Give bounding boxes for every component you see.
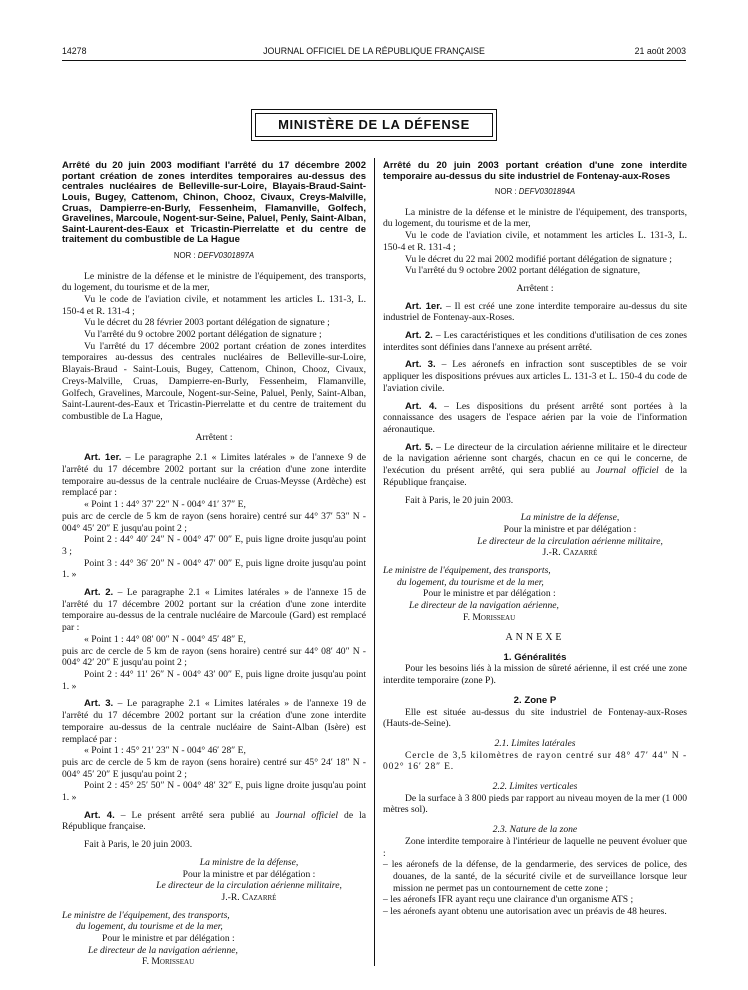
page-number: 14278 xyxy=(62,46,87,56)
left-art3-pt1: « Point 1 : 45° 21′ 23″ N - 004° 46′ 28″ E, xyxy=(84,745,246,757)
ministry-title: MINISTÈRE DE LA DÉFENSE xyxy=(278,117,470,133)
right-signatures: La ministre de la défense, Pour la ministre et par délégation : Le directeur de la circulation aérienne militaire, J.-R. Cazarré Le ministre de l'équipement, des transports, du logement, du tourisme et de la mer, Pour le ministre et par délégation : Le directeur de la navigation aérienne, F. Morisseau xyxy=(383,512,663,623)
right-p3: Vu le décret du 22 mai 2002 modifié portant délégation de signature ; xyxy=(405,253,672,265)
section-2-2-text: De la surface à 3 800 pieds par rapport au niveau moyen de la mer (1 000 mètres sol). xyxy=(383,792,687,816)
section-2-2-title: 2.2. Limites verticales xyxy=(492,781,578,793)
left-fait: Fait à Paris, le 20 juin 2003. xyxy=(84,839,193,851)
right-art1: Art. 1er. – Il est créé une zone interdite temporaire au-dessus du site industriel de Fontenay-aux-Roses. xyxy=(383,300,687,324)
column-separator xyxy=(374,158,375,966)
left-signatures: La ministre de la défense, Pour la ministre et par délégation : Le directeur de la circulation aérienne militaire, J.-R. Cazarré Le ministre de l'équipement, des transports, du logement, du tourisme et de la mer, Pour le ministre et par délégation : Le directeur de la navigation aérienne, F. Morisseau xyxy=(62,856,342,968)
right-p1: La ministre de la défense et le ministre de l'équipement, des transports, du logement, du tourisme et de la mer, xyxy=(383,206,687,230)
right-fait: Fait à Paris, le 20 juin 2003. xyxy=(405,494,514,506)
section-1-text: Pour les besoins liés à la mission de sûreté aérienne, il est créé une zone interdite temporaire (zone P). xyxy=(383,663,687,687)
left-art3-pt2: Point 2 : 45° 25′ 50″ N - 004° 48′ 32″ E, puis ligne droite jusqu'au point 1. » xyxy=(62,780,366,804)
right-column xyxy=(383,161,687,918)
left-p4: Vu l'arrêté du 9 octobre 2002 portant délégation de signature ; xyxy=(84,329,322,341)
left-nor: NOR : DEFV0301897A xyxy=(173,251,255,260)
section-2-text: Elle est située au-dessus du site industriel de Fontenay-aux-Roses (Hauts-de-Seine). xyxy=(383,706,687,730)
section-2-3-title: 2.3. Nature de la zone xyxy=(492,824,578,836)
running-header xyxy=(62,46,686,58)
left-p2: Vu le code de l'aviation civile, et notamment les articles L. 131-3, L. 150-4 et R. 131-4 ; xyxy=(62,293,366,317)
section-2-3-text: Zone interdite temporaire à l'intérieur de laquelle ne peuvent évoluer que : xyxy=(383,835,687,859)
left-art2: Art. 2. – Le paragraphe 2.1 « Limites latérales » de l'annexe 15 de l'arrêté du 17 décembre 2002 portant sur la création d'une zone interdite temporaire au-dessus de la centrale nucléaire de Marcoule (Gard) est remplacé par : xyxy=(62,587,366,634)
list-item: – les aéronefs de la défense, de la gendarmerie, des services de police, des douanes, de la santé, de la sécurité civile et de surveillance lorsque leur mission ne permet pas un contournement de cette zone ; xyxy=(383,859,687,894)
right-arretent: Arrêtent : xyxy=(516,282,554,294)
left-p1: Le ministre de la défense et le ministre de l'équipement, des transports, du logement, du tourisme et de la mer, xyxy=(62,270,366,294)
left-p5: Vu l'arrêté du 17 décembre 2002 portant création de zones interdites temporaires au-dessus des centrales nucléaires de Belleville-sur-Loire, Blayais-Braud - Saint-Louis, Bugey, Cattenom, Chinon, Chooz, Civaux, Creys-Malville, Cruas, Dampierre-en-Burly, Fessenheim, Flamanville, Golfech, Gravelines, Marcoule, Nogent-sur-Seine, Paluel, Penly, Saint-Alban, Saint-Laurent-des-Eaux et Tricastin-Pierrelatte et du centre de traitement du combustible de La Hague, xyxy=(62,340,366,422)
left-arretent: Arrêtent : xyxy=(195,431,233,443)
right-art5: Art. 5. – Le directeur de la circulation aérienne militaire et le directeur de la navigation aérienne sont chargés, chacun en ce qui le concerne, de l'exécution du présent arrêté, qui sera publié au Journal officiel de la République française. xyxy=(383,441,687,488)
left-art1-pt1: « Point 1 : 44° 37′ 22″ N - 004° 41′ 37″ E, xyxy=(84,499,246,511)
section-2-1-text: Cercle de 3,5 kilomètres de rayon centré sur 48° 47′ 44″ N - 002° 16′ 28″ E. xyxy=(383,749,687,773)
left-p3: Vu le décret du 28 février 2003 portant délégation de signature ; xyxy=(84,317,330,329)
left-art2-pt2: Point 2 : 44° 11′ 26″ N - 004° 43′ 00″ E, puis ligne droite jusqu'au point 1. » xyxy=(62,669,366,692)
ministry-box xyxy=(255,113,493,137)
left-art2-arc: puis arc de cercle de 5 km de rayon (sens horaire) centré sur 44° 08′ 40″ N - 004° 42′ 20″ E jusqu'au point 2 ; xyxy=(62,645,366,669)
left-art3-arc: puis arc de cercle de 5 km de rayon (sens horaire) centré sur 45° 24′ 18″ N - 004° 45′ 20″ E jusqu'au point 2 ; xyxy=(62,756,366,780)
right-title: Arrêté du 20 juin 2003 portant création d'une zone interdite temporaire au-dessus du site industriel de Fontenay-aux-Roses xyxy=(383,160,687,182)
list-item: – les aéronefs IFR ayant reçu une clairance d'un organisme ATS ; xyxy=(383,894,687,906)
section-2-title: 2. Zone P xyxy=(513,694,557,706)
left-art1-pt3: Point 3 : 44° 36′ 20″ N - 004° 47′ 00″ E, puis ligne droite jusqu'au point 1. » xyxy=(62,557,366,581)
left-art4: Art. 4. – Le présent arrêté sera publié au Journal officiel de la République française. xyxy=(62,809,366,833)
right-art2: Art. 2. – Les caractéristiques et les conditions d'utilisation de ces zones interdites sont définies dans l'annexe au présent arrêté. xyxy=(383,330,687,353)
zone-access-list xyxy=(383,859,687,918)
left-art2-pt1: « Point 1 : 44° 08′ 00″ N - 004° 45′ 48″ E, xyxy=(84,633,246,645)
right-p2: Vu le code de l'aviation civile, et notamment les articles L. 131-3, L. 150-4 et R. 131-4 ; xyxy=(383,230,687,253)
journal-title: JOURNAL OFFICIEL DE LA RÉPUBLIQUE FRANÇAISE xyxy=(263,46,485,56)
right-nor: NOR : DEFV0301894A xyxy=(494,187,576,197)
right-art4: Art. 4. – Les dispositions du présent arrêté sont portées à la connaissance des usagers de l'espace aérien par la voie de l'information aéronautique. xyxy=(383,400,687,435)
left-column xyxy=(62,161,366,968)
right-p4: Vu l'arrêté du 9 octobre 2002 portant délégation de signature, xyxy=(405,265,641,277)
left-art1-pt2: Point 2 : 44° 40′ 24″ N - 004° 47′ 00″ E, puis ligne droite jusqu'au point 3 ; xyxy=(62,534,366,557)
left-art1-arc: puis arc de cercle de 5 km de rayon (sens horaire) centré sur 44° 37′ 53″ N - 004° 45′ 20″ E jusqu'au point 2 ; xyxy=(62,510,366,534)
left-art1: Art. 1er. – Le paragraphe 2.1 « Limites latérales » de l'annexe 9 de l'arrêté du 17 décembre 2002 portant sur la création d'une zone interdite temporaire au-dessus de la centrale nucléaire de Cruas-Meysse (Ardèche) est remplacé par : xyxy=(62,452,366,499)
right-art3: Art. 3. – Les aéronefs en infraction sont susceptibles de se voir appliquer les dispositions prévues aux articles L. 131-3 et L. 150-4 du code de l'aviation civile. xyxy=(383,359,687,394)
annexe-heading: ANNEXE xyxy=(505,631,565,643)
section-1-title: 1. Généralités xyxy=(503,651,567,663)
section-2-1-title: 2.1. Limites latérales xyxy=(494,737,576,749)
left-title: Arrêté du 20 juin 2003 modifiant l'arrêté du 17 décembre 2002 portant création de zones interdites temporaires au-dessus des centrales nucléaires de Belleville-sur-Loire, Blayais-Braud-Saint-Louis, Bugey, Cattenom, Chinon, Chooz, Civaux, Creys-Malville, Cruas, Dampierre-en-Burly, Fessenheim, Flamanville, Golfech, Gravelines, Marcoule, Nogent-sur-Seine, Paluel, Penly, Saint-Alban, Saint-Laurent-des-Eaux et Tricastin-Pierrelatte et du centre de traitement du combustible de La Hague xyxy=(62,160,366,246)
list-item: – les aéronefs ayant obtenu une autorisation avec un préavis de 48 heures. xyxy=(383,906,687,918)
header-rule xyxy=(62,60,686,61)
left-art3: Art. 3. – Le paragraphe 2.1 « Limites latérales » de l'annexe 19 de l'arrêté du 17 décembre 2002 portant sur la création d'une zone interdite temporaire au-dessus de la centrale nucléaire de Saint-Alban (Isère) est remplacé par : xyxy=(62,698,366,745)
issue-date: 21 août 2003 xyxy=(634,46,686,56)
